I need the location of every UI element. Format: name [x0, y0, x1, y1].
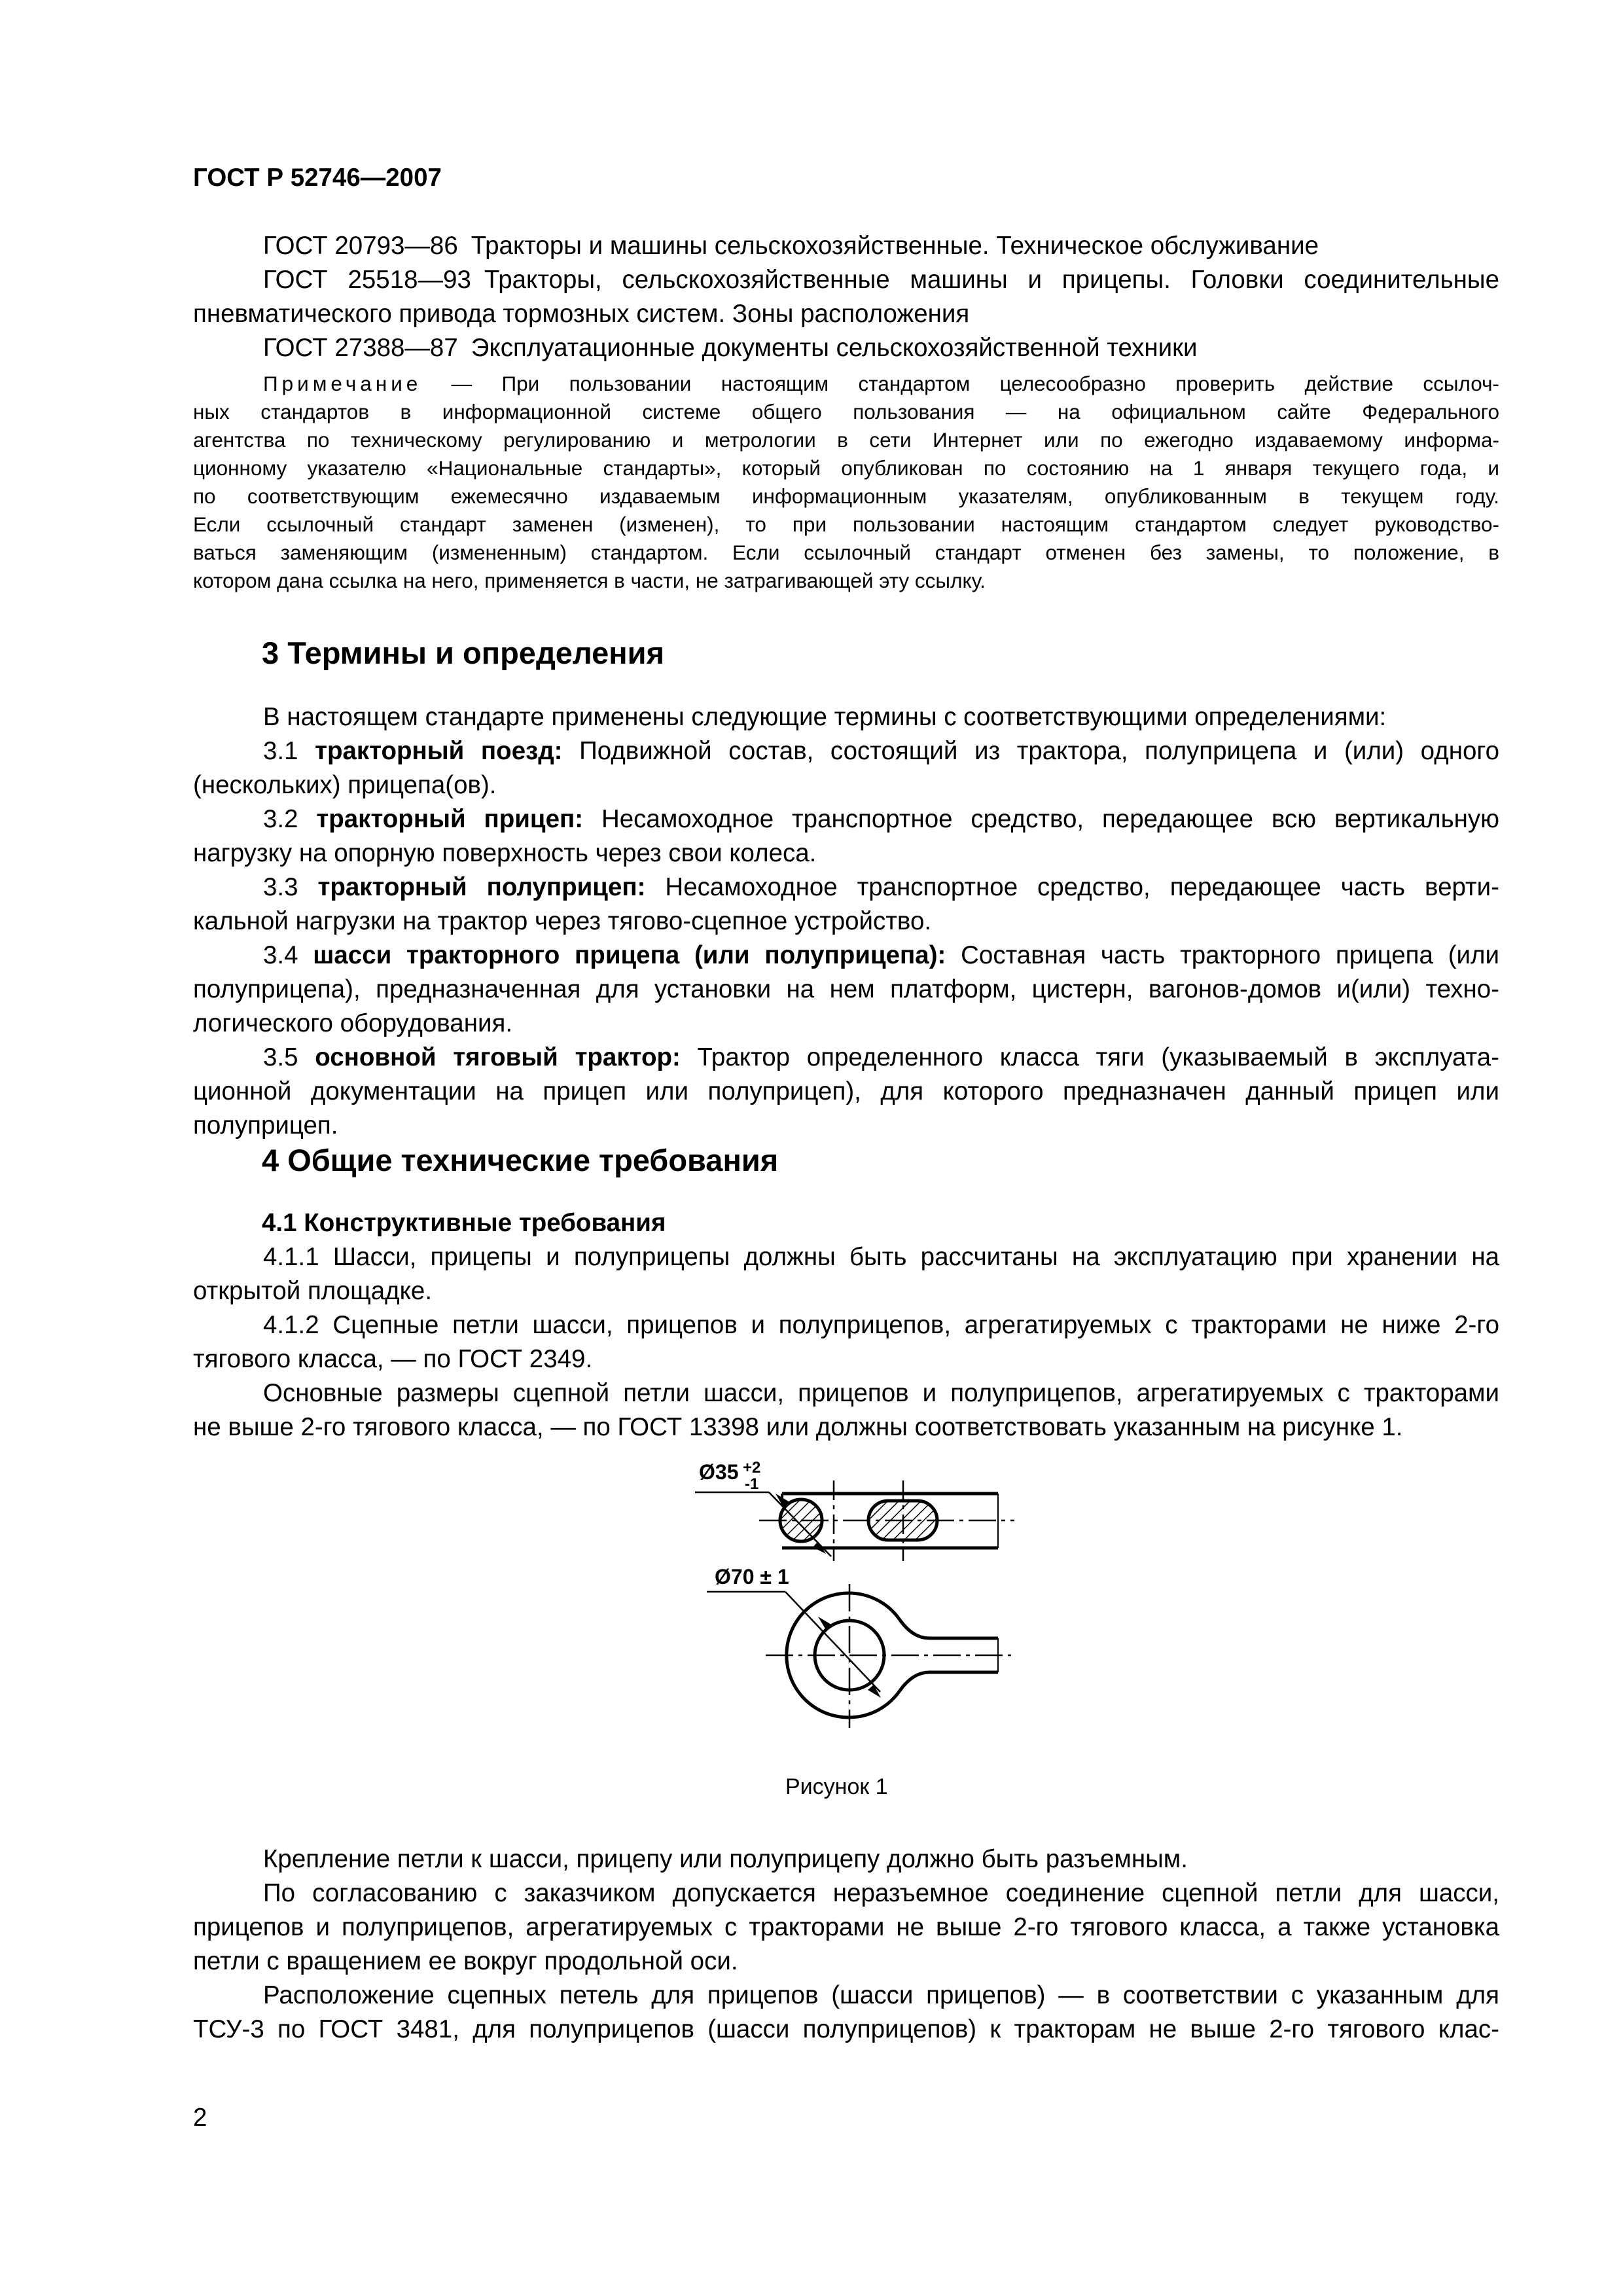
section-4-heading: 4 Общие технические требования: [262, 1143, 779, 1177]
term-definition: Трактор определенного класса тяги (указываемый в эксплуата-: [697, 1043, 1499, 1071]
note-first-line: [193, 370, 1499, 398]
note-line: Если ссылочный стандарт заменен (изменен), то при пользовании настоящим стандартом следует руководство-: [193, 512, 1499, 536]
term-definition-last: полуприцеп.: [193, 1111, 338, 1139]
note-line: котором дана ссылка на него, применяется в части, не затрагивающей эту ссылку.: [193, 569, 986, 592]
page-number: 2: [193, 2104, 207, 2132]
note-line: агентства по техническому регулированию и метрологии в сети Интернет или по ежегодно издаваемому информа-: [193, 428, 1499, 452]
subsection-4-1-heading: 4.1 Конструктивные требования: [262, 1209, 666, 1237]
term-definition: Подвижной состав, состоящий из трактора, полуприцепа и (или) одного: [579, 737, 1499, 765]
note-line: ных стандартов в информационной системе общего пользования — на официальном сайте Федерального: [193, 400, 1499, 423]
reference-title: Эксплуатационные документы сельскохозяйственной техники: [471, 334, 1198, 362]
term-entry: [193, 939, 1499, 973]
term-definition-last: (нескольких) прицепа(ов).: [193, 771, 497, 799]
paragraph-loop-location-line: ТСУ-3 по ГОСТ 3481, для полуприцепов (шасси полуприцепов) к тракторам не выше 2-го тягового клас-: [193, 2015, 1499, 2043]
term-definition-last: логического оборудования.: [193, 1009, 513, 1037]
paragraph-main-dimensions-last: не выше 2-го тягового класса, — по ГОСТ 13398 или должны соответствовать указанным на рисунке 1.: [193, 1413, 1403, 1441]
term-number: 3.4: [263, 941, 298, 969]
paragraph-loop-location: Расположение сцепных петель для прицепов (шасси прицепов) — в соответствии с указанным для: [263, 1981, 1499, 2009]
document-code-header: ГОСТ Р 52746—2007: [193, 164, 442, 192]
figure-caption: Рисунок 1: [785, 1774, 888, 1799]
term-definition: Несамоходное транспортное средство, передающее часть верти-: [665, 873, 1500, 901]
term-name: основной тяговый трактор:: [315, 1043, 681, 1071]
paragraph-agreement-line: прицепов и полуприцепов, агрегатируемых с тракторами не выше 2-го тягового класса, а также установка: [193, 1913, 1499, 1941]
paragraph-4-1-2-last: тягового класса, — по ГОСТ 2349.: [193, 1345, 593, 1373]
term-name: тракторный прицеп:: [316, 805, 584, 833]
term-definition: Несамоходное транспортное средство, передающее всю вертикальную: [601, 805, 1500, 833]
dimension-text: Ø35: [699, 1460, 739, 1484]
section-3-intro: В настоящем стандарте применены следующие термины с соответствующими определениями:: [263, 703, 1387, 731]
paragraph-agreement-last: петли с вращением ее вокруг продольной оси.: [193, 1947, 738, 1975]
reference-item: [193, 229, 1499, 263]
reference-item: [193, 331, 1499, 365]
term-name: тракторный поезд:: [315, 737, 563, 765]
paragraph-4-1-1: 4.1.1 Шасси, прицепы и полуприцепы должны быть рассчитаны на эксплуатацию при хранении на: [263, 1243, 1499, 1271]
paragraph-4-1-1-last: открытой площадке.: [193, 1277, 433, 1305]
section-4-body: [193, 1240, 1499, 1444]
term-definition-last: кальной нагрузки на трактор через тягово-сцепное устройство.: [193, 907, 932, 935]
term-entry: [193, 870, 1499, 905]
references-block: [193, 229, 1499, 365]
note-line: ционному указателю «Национальные стандарты», который опубликован по состоянию на 1 января текущего года, и: [193, 456, 1499, 480]
term-definition-line: полуприцепа), предназначенная для установки на нем платформ, цистерн, вагонов-домов и(или) техно-: [193, 975, 1499, 1003]
reference-item: [193, 263, 1499, 297]
reference-title-continuation: пневматического привода тормозных систем. Зоны расположения: [193, 300, 970, 328]
loop-plan-view: [766, 1584, 1011, 1728]
term-entry: [193, 1041, 1499, 1075]
term-number: 3.1: [263, 737, 298, 765]
note-text: — При пользовании настоящим стандартом целесообразно проверить действие ссылоч-: [451, 372, 1499, 395]
note-block: [193, 370, 1499, 595]
term-entry: [193, 734, 1499, 768]
reference-code: ГОСТ 27388—87: [263, 334, 458, 362]
tolerance-lower: -1: [745, 1475, 759, 1493]
note-label: Примечание: [263, 372, 422, 395]
dimension-diameter-70: [707, 1565, 881, 1698]
reference-code: ГОСТ 20793—86: [263, 232, 458, 260]
term-definition: Составная часть тракторного прицепа (или: [961, 941, 1499, 969]
term-name: шасси тракторного прицепа (или полуприцепа):: [313, 941, 946, 969]
term-number: 3.2: [263, 805, 298, 833]
section-3-heading: 3 Термины и определения: [262, 636, 664, 670]
paragraph-loop-attachment: Крепление петли к шасси, прицепу или полуприцепу должно быть разъемным.: [263, 1845, 1188, 1873]
note-line: ваться заменяющим (измененным) стандартом. Если ссылочный стандарт отменен без замены, то положение, в: [193, 541, 1499, 564]
term-entry: [193, 802, 1499, 836]
after-figure-body: [193, 1842, 1499, 2047]
reference-code: ГОСТ 25518—93: [263, 266, 471, 294]
dimension-diameter-35: [699, 1459, 760, 1493]
tolerance-upper: +2: [743, 1459, 761, 1477]
term-definition-line: ционной документации на прицеп или полуприцеп), для которого предназначен данный прицеп или: [193, 1077, 1499, 1105]
reference-title: Тракторы и машины сельскохозяйственные. Техническое обслуживание: [471, 232, 1319, 260]
dimension-text: Ø70 ± 1: [715, 1565, 789, 1588]
paragraph-agreement: По согласованию с заказчиком допускается неразъемное соединение сцепной петли для шасси,: [263, 1879, 1499, 1907]
term-definition-last: нагрузку на опорную поверхность через свои колеса.: [193, 839, 817, 867]
loop-side-view: [695, 1480, 1014, 1561]
paragraph-main-dimensions: Основные размеры сцепной петли шасси, прицепов и полуприцепов, агрегатируемых с тракторами: [263, 1379, 1499, 1407]
term-number: 3.5: [263, 1043, 298, 1071]
term-name: тракторный полуприцеп:: [317, 873, 646, 901]
paragraph-4-1-2: 4.1.2 Сцепные петли шасси, прицепов и полуприцепов, агрегатируемых с тракторами не ниже 2-го: [263, 1311, 1499, 1339]
reference-title: Тракторы, сельскохозяйственные машины и прицепы. Головки соединительные: [484, 266, 1499, 294]
note-line: по соответствующим ежемесячно издаваемым информационным указателям, опубликованным в текущем году.: [193, 484, 1499, 508]
term-number: 3.3: [263, 873, 298, 901]
section-3-body: [193, 700, 1499, 1143]
